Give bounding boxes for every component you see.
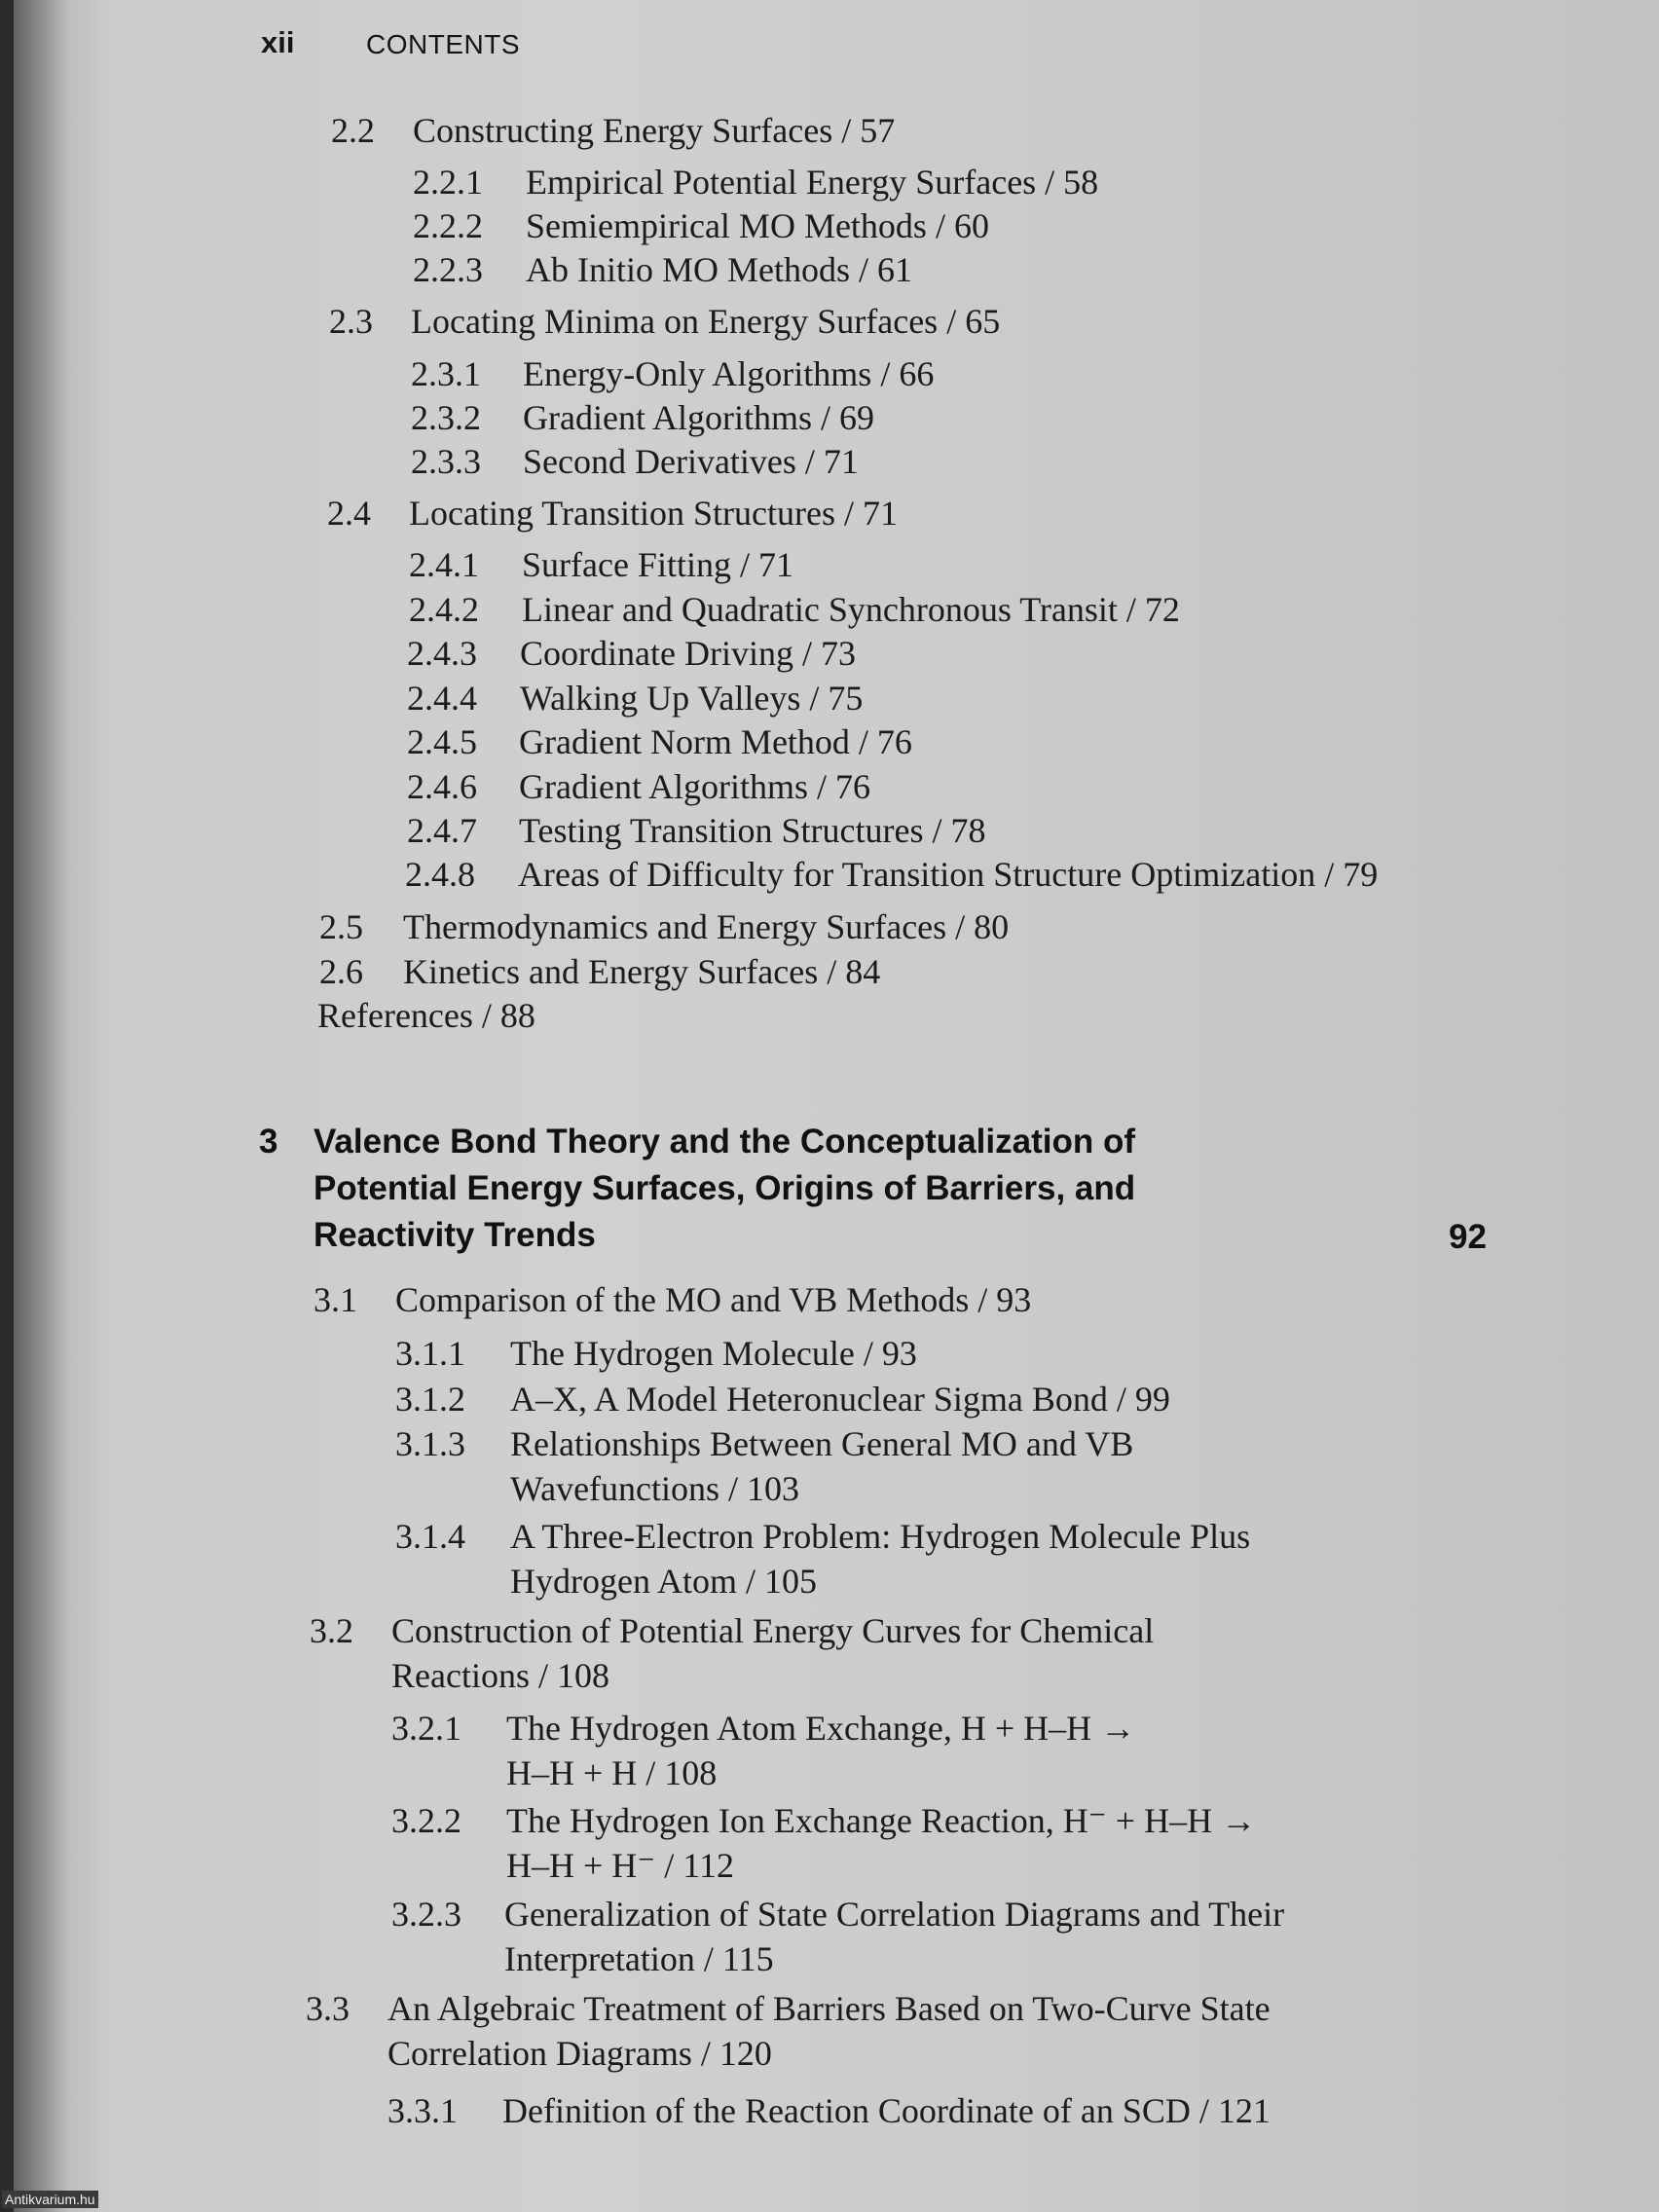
toc-entry-number: 2.4.7 xyxy=(407,811,477,850)
toc-entry-number: 2.4.5 xyxy=(407,722,477,761)
chapter-title-line: Valence Bond Theory and the Conceptualization of xyxy=(313,1123,1135,1161)
toc-entry-text: Generalization of State Correlation Diagrams and Their xyxy=(504,1895,1285,1934)
toc-entry-text: Comparison of the MO and VB Methods / 93 xyxy=(395,1280,1032,1319)
toc-entry-text: Thermodynamics and Energy Surfaces / 80 xyxy=(403,907,1010,946)
toc-entry-number: 3.1.4 xyxy=(395,1517,465,1556)
toc-entry-number: 2.6 xyxy=(319,952,363,991)
toc-entry-number: 2.5 xyxy=(319,907,363,946)
toc-entry-text: The Hydrogen Atom Exchange, H + H–H → xyxy=(506,1709,1136,1748)
toc-entry-text: Construction of Potential Energy Curves for Chemical xyxy=(391,1611,1155,1650)
toc-entry-text: Reactions / 108 xyxy=(391,1656,609,1695)
toc-entry-number: 3.2.1 xyxy=(391,1709,461,1748)
toc-entry-text: Empirical Potential Energy Surfaces / 58 xyxy=(526,163,1099,202)
toc-entry-number: 2.4.6 xyxy=(407,767,477,806)
toc-entry-text: H–H + H⁻ / 112 xyxy=(506,1846,734,1885)
toc-entry-text: Gradient Norm Method / 76 xyxy=(519,722,912,761)
toc-entry-text: Relationships Between General MO and VB xyxy=(510,1424,1134,1463)
toc-entry-number: 2.4.4 xyxy=(407,679,477,718)
toc-entry-text: Coordinate Driving / 73 xyxy=(520,634,856,673)
toc-entry-number: 2.2.3 xyxy=(413,250,483,289)
toc-entry-number: 2.4.2 xyxy=(409,590,479,629)
toc-entry-text: Second Derivatives / 71 xyxy=(523,442,859,481)
toc-entry-text: Interpretation / 115 xyxy=(504,1939,774,1978)
toc-entry-text: Linear and Quadratic Synchronous Transit / 72 xyxy=(522,590,1180,629)
toc-entry-number: 2.4.3 xyxy=(407,634,477,673)
toc-entry-text: The Hydrogen Ion Exchange Reaction, H⁻ + H–H → xyxy=(506,1801,1257,1840)
toc-entry-text: Ab Initio MO Methods / 61 xyxy=(526,250,913,289)
toc-entry-text: Wavefunctions / 103 xyxy=(510,1469,800,1508)
running-header xyxy=(261,25,520,60)
toc-entry-number: 3.2.3 xyxy=(391,1895,461,1934)
toc-entry-number: 3.1.3 xyxy=(395,1424,465,1463)
toc-entry-text: References / 88 xyxy=(317,996,535,1035)
toc-entry-text: Constructing Energy Surfaces / 57 xyxy=(413,111,896,150)
toc-entry-number: 2.3.1 xyxy=(411,354,481,393)
chapter-title-line: Potential Energy Surfaces, Origins of Barriers, and xyxy=(313,1169,1136,1207)
watermark: Antikvarium.hu xyxy=(2,2191,98,2208)
toc-entry-number: 3.1.2 xyxy=(395,1380,465,1419)
toc-entry-text: Kinetics and Energy Surfaces / 84 xyxy=(403,952,881,991)
toc-entry-number: 2.3.3 xyxy=(411,442,481,481)
toc-entry-number: 2.4.8 xyxy=(405,855,475,894)
toc-entry-number: 2.2.2 xyxy=(413,206,483,245)
toc-entry-number: 3.2 xyxy=(310,1611,353,1650)
toc-entry-text: Definition of the Reaction Coordinate of an SCD / 121 xyxy=(502,2091,1271,2130)
toc-entry-text: Walking Up Valleys / 75 xyxy=(520,679,864,718)
page-number: xii xyxy=(261,25,295,59)
toc-entry-text: The Hydrogen Molecule / 93 xyxy=(510,1334,917,1373)
toc-entry-text: Energy-Only Algorithms / 66 xyxy=(523,354,935,393)
toc-entry-text: Locating Transition Structures / 71 xyxy=(409,494,898,533)
toc-entry-text: Areas of Difficulty for Transition Structure Optimization / 79 xyxy=(518,855,1379,894)
toc-entry-number: 2.3.2 xyxy=(411,398,481,437)
chapter-title-line: Reactivity Trends xyxy=(313,1216,596,1254)
toc-entry-text: A Three-Electron Problem: Hydrogen Molecule Plus xyxy=(510,1517,1251,1556)
toc-entry-number: 2.4 xyxy=(327,494,371,533)
toc-entry-number: 3.1.1 xyxy=(395,1334,465,1373)
chapter-page-number: 92 xyxy=(1449,1218,1487,1256)
toc-entry-number: 2.3 xyxy=(329,302,373,341)
toc-entry-text: Testing Transition Structures / 78 xyxy=(519,811,986,850)
toc-entry-text: Gradient Algorithms / 76 xyxy=(519,767,870,806)
toc-entry-text: Locating Minima on Energy Surfaces / 65 xyxy=(411,302,1001,341)
toc-entry-text: Surface Fitting / 71 xyxy=(522,545,793,584)
toc-entry-number: 3.3 xyxy=(306,1989,350,2028)
toc-entry-text: Correlation Diagrams / 120 xyxy=(387,2034,772,2073)
toc-entry-text: H–H + H / 108 xyxy=(506,1753,718,1792)
running-title: CONTENTS xyxy=(366,29,520,59)
toc-entry-text: Gradient Algorithms / 69 xyxy=(523,398,874,437)
page-binding-shadow xyxy=(0,0,14,2212)
chapter-number: 3 xyxy=(259,1123,278,1161)
toc-entry-number: 2.4.1 xyxy=(409,545,479,584)
toc-entry-text: Hydrogen Atom / 105 xyxy=(510,1562,817,1601)
toc-entry-number: 3.1 xyxy=(313,1280,357,1319)
toc-entry-text: An Algebraic Treatment of Barriers Based on Two-Curve State xyxy=(387,1989,1271,2028)
toc-entry-number: 3.2.2 xyxy=(391,1801,461,1840)
toc-entry-number: 2.2 xyxy=(331,111,375,150)
toc-entry-text: Semiempirical MO Methods / 60 xyxy=(526,206,989,245)
toc-entry-text: A–X, A Model Heteronuclear Sigma Bond / 99 xyxy=(510,1380,1170,1419)
toc-entry-number: 2.2.1 xyxy=(413,163,483,202)
toc-entry-number: 3.3.1 xyxy=(387,2091,458,2130)
